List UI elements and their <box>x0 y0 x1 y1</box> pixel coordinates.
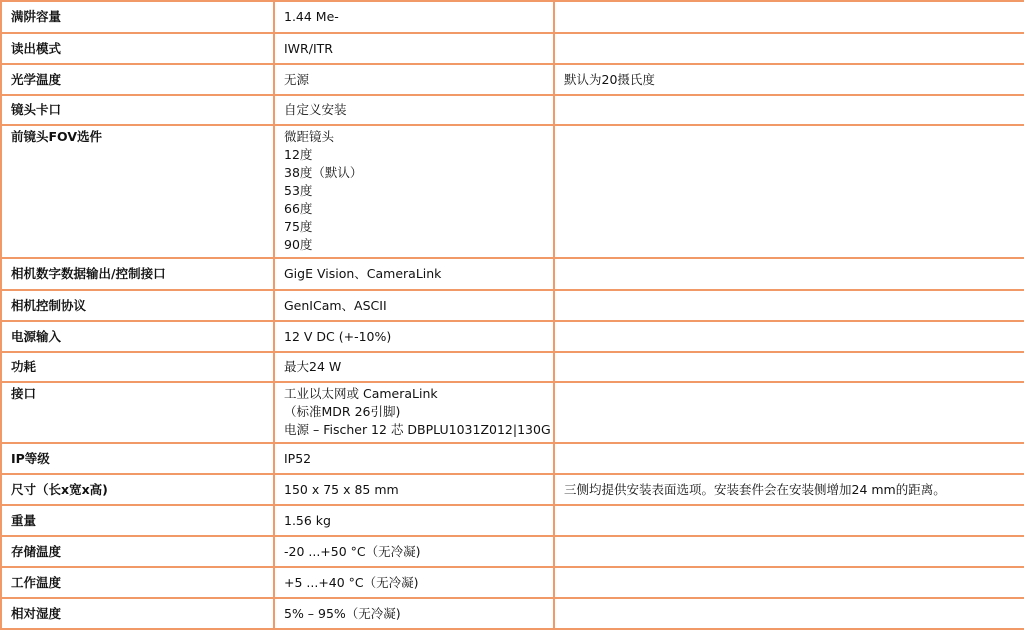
row-value: -20 ...+50 °C（无冷凝) <box>274 536 554 567</box>
table-row <box>1 64 1024 95</box>
row-note <box>554 536 1024 567</box>
row-value: 微距镜头 12度 38度（默认） 53度 66度 75度 90度 <box>274 125 554 258</box>
row-value: GigE Vision、CameraLink <box>274 258 554 290</box>
row-label: 重量 <box>1 505 274 536</box>
row-value: 150 x 75 x 85 mm <box>274 474 554 505</box>
row-value: 工业以太网或 CameraLink （标准MDR 26引脚) 电源 – Fischer 12 芯 DBPLU1031Z012|130G <box>274 382 554 443</box>
row-value: 1.56 kg <box>274 505 554 536</box>
table-row <box>1 290 1024 321</box>
table-row <box>1 536 1024 567</box>
table-row <box>1 443 1024 474</box>
row-note <box>554 598 1024 629</box>
row-note <box>554 33 1024 64</box>
table-row <box>1 321 1024 352</box>
row-note <box>554 1 1024 33</box>
row-label: 光学温度 <box>1 64 274 95</box>
table-row <box>1 474 1024 505</box>
row-value: 12 V DC (+-10%) <box>274 321 554 352</box>
table-row <box>1 33 1024 64</box>
row-value: 1.44 Me- <box>274 1 554 33</box>
row-value: +5 ...+40 °C（无冷凝) <box>274 567 554 598</box>
table-row <box>1 505 1024 536</box>
row-note <box>554 567 1024 598</box>
row-label: 相机数字数据输出/控制接口 <box>1 258 274 290</box>
row-label: 尺寸（长x宽x高) <box>1 474 274 505</box>
row-value: 无源 <box>274 64 554 95</box>
row-label: 前镜头FOV选件 <box>1 125 274 258</box>
table-row <box>1 258 1024 290</box>
row-note <box>554 125 1024 258</box>
row-label: 读出模式 <box>1 33 274 64</box>
table-row <box>1 352 1024 382</box>
row-note: 三侧均提供安装表面选项。安装套件会在安装侧增加24 mm的距离。 <box>554 474 1024 505</box>
row-label: 相对湿度 <box>1 598 274 629</box>
row-label: 工作温度 <box>1 567 274 598</box>
row-note <box>554 352 1024 382</box>
row-note <box>554 443 1024 474</box>
row-label: 相机控制协议 <box>1 290 274 321</box>
row-label: 电源输入 <box>1 321 274 352</box>
row-label: 存储温度 <box>1 536 274 567</box>
row-note <box>554 290 1024 321</box>
row-label: IP等级 <box>1 443 274 474</box>
table-row <box>1 598 1024 629</box>
row-label: 镜头卡口 <box>1 95 274 125</box>
table-row <box>1 95 1024 125</box>
row-note <box>554 505 1024 536</box>
row-value: IP52 <box>274 443 554 474</box>
row-note <box>554 258 1024 290</box>
row-note <box>554 382 1024 443</box>
row-value: 最大24 W <box>274 352 554 382</box>
row-note <box>554 95 1024 125</box>
row-note: 默认为20摄氏度 <box>554 64 1024 95</box>
row-label: 功耗 <box>1 352 274 382</box>
row-label: 满阱容量 <box>1 1 274 33</box>
table-row <box>1 1 1024 33</box>
row-value: 自定义安装 <box>274 95 554 125</box>
row-value: GenICam、ASCII <box>274 290 554 321</box>
table-row <box>1 125 1024 258</box>
row-label: 接口 <box>1 382 274 443</box>
table-row <box>1 382 1024 443</box>
row-value: 5% – 95%（无冷凝) <box>274 598 554 629</box>
row-note <box>554 321 1024 352</box>
row-value: IWR/ITR <box>274 33 554 64</box>
table-row <box>1 567 1024 598</box>
